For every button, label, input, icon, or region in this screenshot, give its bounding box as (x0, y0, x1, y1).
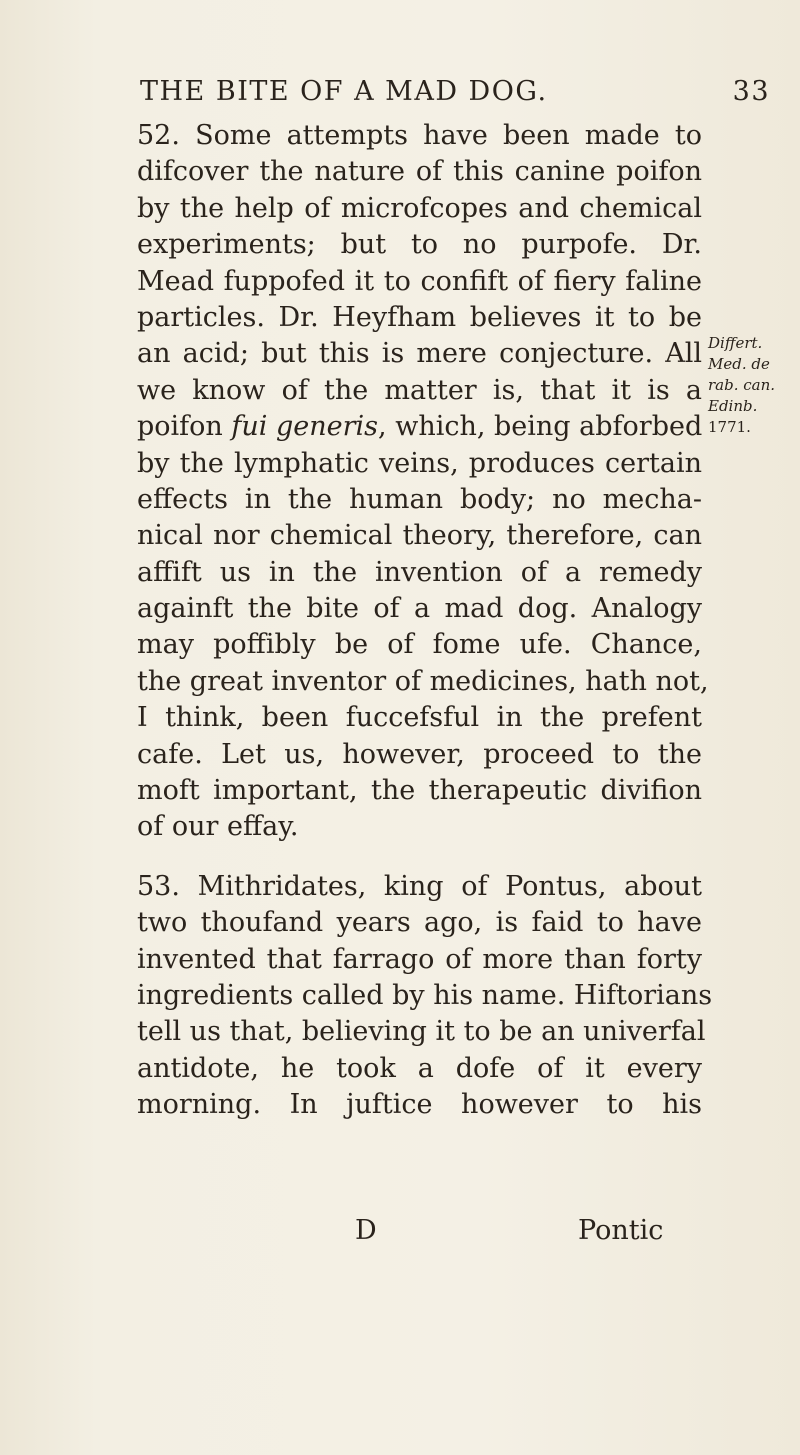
text-line: morning. In juftice however to his (137, 1089, 702, 1121)
signature-mark: D (355, 1215, 377, 1246)
text-line: difcover the nature of this canine poifon (137, 156, 702, 188)
text-line: antidote, he took a dofe of it every (137, 1052, 702, 1084)
margin-note-line: Edinb. (708, 397, 758, 415)
text-line: nical nor chemical theory, therefore, can (137, 520, 702, 552)
margin-citation (708, 333, 798, 438)
body-text (137, 118, 713, 1124)
text-line: poifon fui generis, which, being abforbed (137, 411, 703, 443)
page-header (140, 76, 770, 116)
text-line: of our effay. (137, 811, 299, 843)
paragraph-gap (137, 846, 702, 869)
text-line: affift us in the invention of a remedy (137, 556, 702, 588)
text-line: we know of the matter is, that it is a (137, 374, 702, 406)
text-line: Mead fuppofed it to confift of fiery faline (137, 265, 702, 297)
text-line: by the lymphatic veins, produces certain (137, 447, 702, 479)
page-number: 33 (732, 76, 770, 107)
text-line: an acid; but this is mere conjecture. All (137, 338, 702, 370)
text-line: effects in the human body; no mecha- (137, 483, 702, 515)
margin-note-line: rab. can. (708, 376, 776, 394)
paragraph-52 (137, 118, 709, 846)
text-line: invented that farrago of more than forty (137, 943, 702, 975)
latin-phrase: fui generis (231, 411, 379, 443)
text-line: moft important, the therapeutic divifion (137, 775, 702, 807)
running-title: THE BITE OF A MAD DOG. (140, 76, 548, 107)
margin-note-line: Med. de (708, 355, 770, 373)
text-line: by the help of microfcopes and chemical (137, 192, 702, 224)
text-line: tell us that, believing it to be an univerfal (137, 1016, 706, 1048)
text-line: particles. Dr. Heyfham believes it to be (137, 301, 702, 333)
paragraph-53 (137, 869, 713, 1124)
text-line: ingredients called by his name. Hiftorians (137, 979, 713, 1011)
text-line: cafe. Let us, however, proceed to the (137, 738, 702, 770)
catchword: Pontic (578, 1215, 664, 1246)
text-line: two thoufand years ago, is faid to have (137, 907, 702, 939)
text-line: 52. Some attempts have been made to (137, 120, 702, 151)
text-line: againft the bite of a mad dog. Analogy (137, 593, 702, 625)
text-line: may poffibly be of fome ufe. Chance, (137, 629, 702, 661)
text-line: the great inventor of medicines, hath not, (137, 665, 709, 697)
text-line: 53. Mithridates, king of Pontus, about (137, 870, 702, 902)
text-line: I think, been fuccefsful in the prefent (137, 702, 702, 734)
margin-note-line: 1771. (708, 418, 751, 436)
text-line: experiments; but to no purpofe. Dr. (137, 229, 702, 261)
margin-note-line: Differt. (708, 334, 763, 352)
